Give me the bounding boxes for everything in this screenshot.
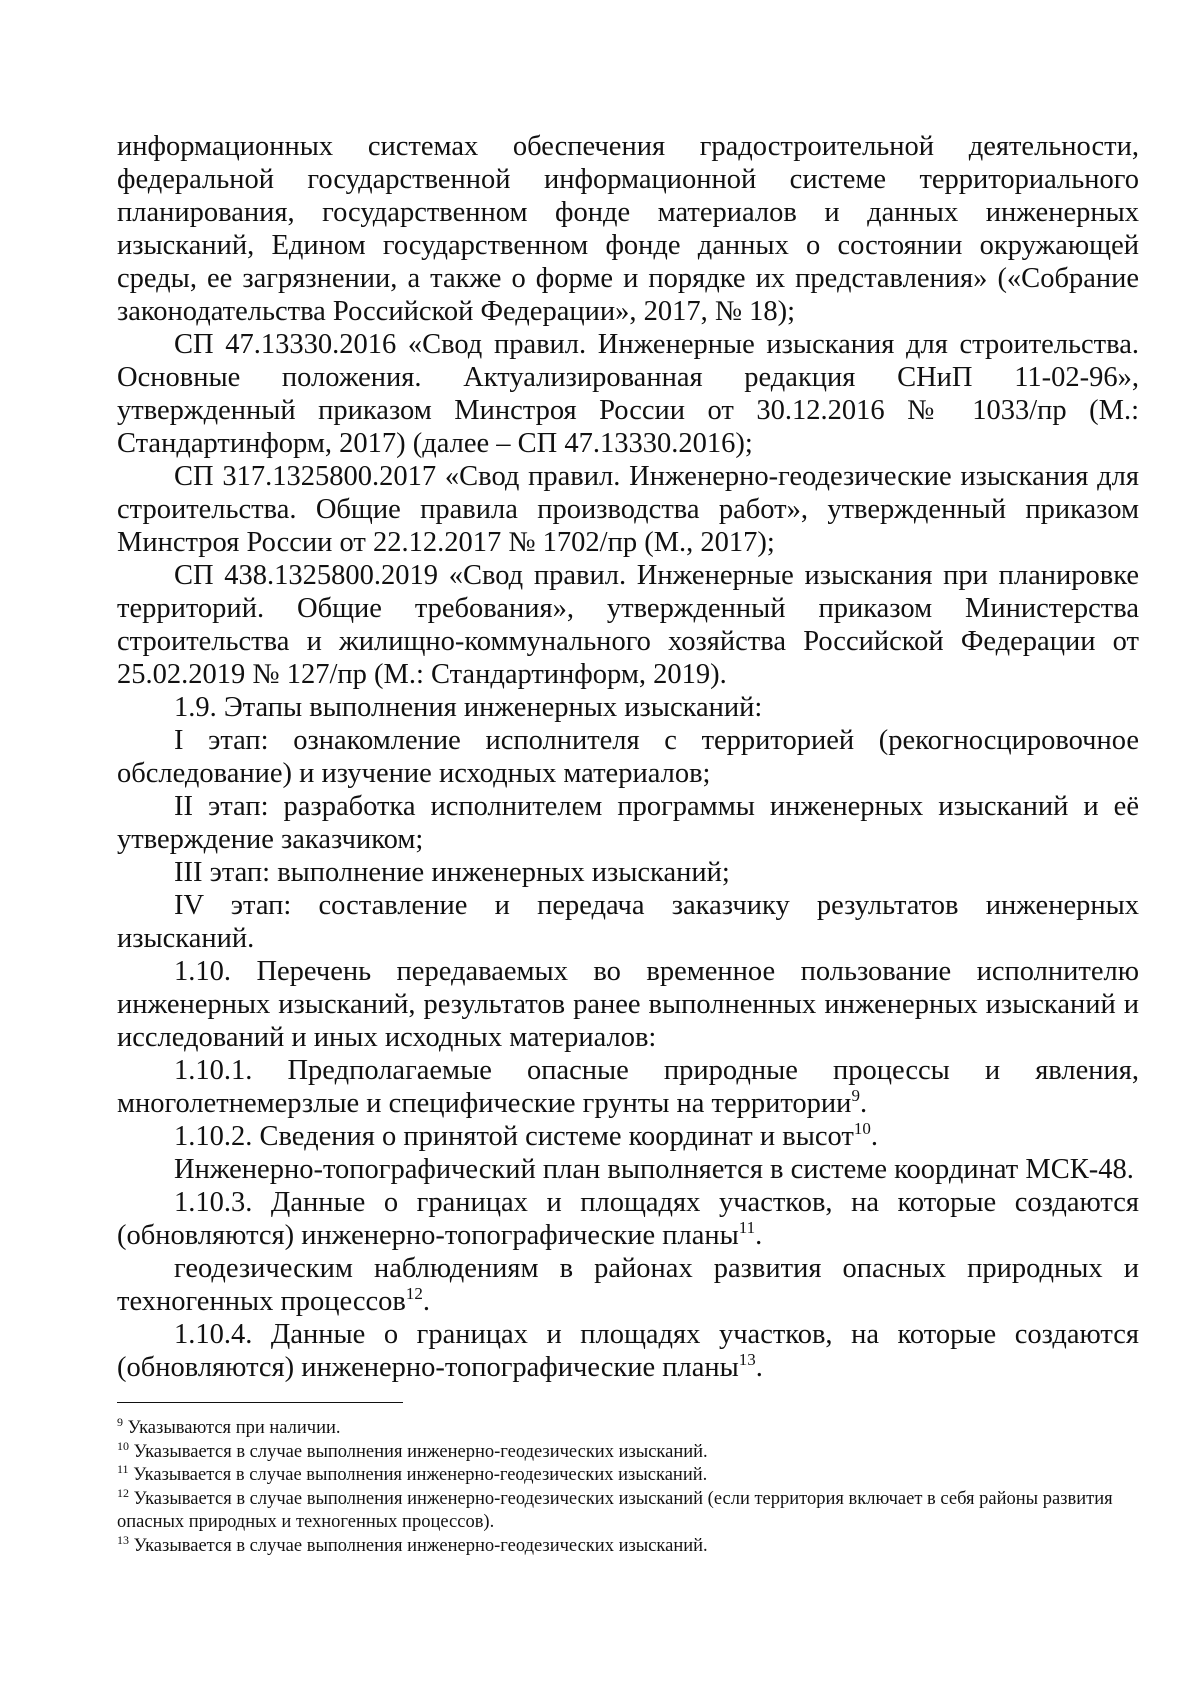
section-1-10-2: 1.10.2. Сведения о принятой системе координат и высот$^{10}$.: [174, 1119, 878, 1152]
footnote-9: $^9$ Указываются при наличии.: [117, 1415, 341, 1438]
footnote-10: $^{10}$ Указывается в случае выполнения инженерно-геодезических изысканий.: [117, 1438, 708, 1462]
paragraph-continuation: информационных системах обеспечения градостроительной деятельности, федеральной государственной информационной системе территориального планирования, государственном фонде материалов и данных инженерных изысканий, Едином государственном фонде данных о состоянии окружающей среды, ее загрязнении, а также о форме и порядке их представления» («Собрание законодательства Российской Федерации», 2017, № 18);: [117, 131, 1139, 327]
footnote-ref[interactable]: 11: [738, 1218, 756, 1237]
footnote-13: $^{13}$ Указывается в случае выполнения инженерно-геодезических изысканий.: [117, 1532, 708, 1556]
stage-4: IV этап: составление и передача заказчику результатов инженерных изысканий.: [117, 890, 1139, 954]
geodetic-observations-note: геодезическим наблюдениям в районах развития опасных природных и техногенных процессов$^{12}$.: [117, 1253, 1139, 1317]
section-1-9-heading: 1.9. Этапы выполнения инженерных изысканий:: [174, 692, 763, 723]
stage-3: III этап: выполнение инженерных изысканий;: [174, 857, 730, 888]
footnotes: [117, 1417, 1139, 1559]
section-1-10: 1.10. Перечень передаваемых во временное пользование исполнителю инженерных изысканий, результатов ранее выполненных инженерных изысканий и исследований и иных исходных материалов:: [117, 956, 1139, 1053]
footnote-ref[interactable]: 12: [405, 1284, 423, 1303]
section-1-10-3: 1.10.3. Данные о границах и площадях участков, на которые создаются (обновляются) инженерно-топографические планы$^{11}$.: [117, 1187, 1139, 1251]
section-1-10-4: 1.10.4. Данные о границах и площадях участков, на которые создаются (обновляются) инженерно-топографические планы$^{13}$.: [117, 1319, 1139, 1383]
coordinate-system-note: Инженерно-топографический план выполняется в системе координат МСК-48.: [174, 1154, 1134, 1185]
section-1-10-1: 1.10.1. Предполагаемые опасные природные процессы и явления, многолетнемерзлые и специфические грунты на территории$^9$.: [117, 1055, 1139, 1119]
document-body: [117, 130, 1139, 1384]
footnote-11: $^{11}$ Указывается в случае выполнения инженерно-геодезических изысканий.: [117, 1462, 708, 1486]
footnote-12: $^{12}$ Указывается в случае выполнения инженерно-геодезических изысканий (если территория включает в себя районы развития опасных природных и техногенных процессов).: [117, 1485, 1113, 1533]
footnote-ref[interactable]: 13: [738, 1350, 756, 1369]
paragraph-sp-47: СП 47.13330.2016 «Свод правил. Инженерные изыскания для строительства. Основные положения. Актуализированная редакция СНиП 11-02-96», утвержденный приказом Минстроя России от 30.12.2016 № 1033/пр (М.: Стандартинформ, 2017) (далее – СП 47.13330.2016);: [117, 329, 1139, 459]
stage-2: II этап: разработка исполнителем программы инженерных изысканий и её утверждение заказчиком;: [117, 791, 1139, 855]
footnote-ref[interactable]: 9: [851, 1086, 860, 1105]
paragraph-sp-438: СП 438.1325800.2019 «Свод правил. Инженерные изыскания при планировке территорий. Общие требования», утвержденный приказом Министерства строительства и жилищно-коммунального хозяйства Российской Федерации от 25.02.2019 № 127/пр (М.: Стандартинформ, 2019).: [117, 560, 1139, 690]
paragraph-sp-317: СП 317.1325800.2017 «Свод правил. Инженерно-геодезические изыскания для строительства. Общие правила производства работ», утвержденный приказом Минстроя России от 22.12.2017 № 1702/пр (М., 2017);: [117, 461, 1139, 558]
footnote-ref[interactable]: 10: [853, 1119, 871, 1138]
footnote-separator: [117, 1402, 403, 1403]
stage-1: I этап: ознакомление исполнителя с территорией (рекогносцировочное обследование) и изучение исходных материалов;: [117, 725, 1139, 789]
